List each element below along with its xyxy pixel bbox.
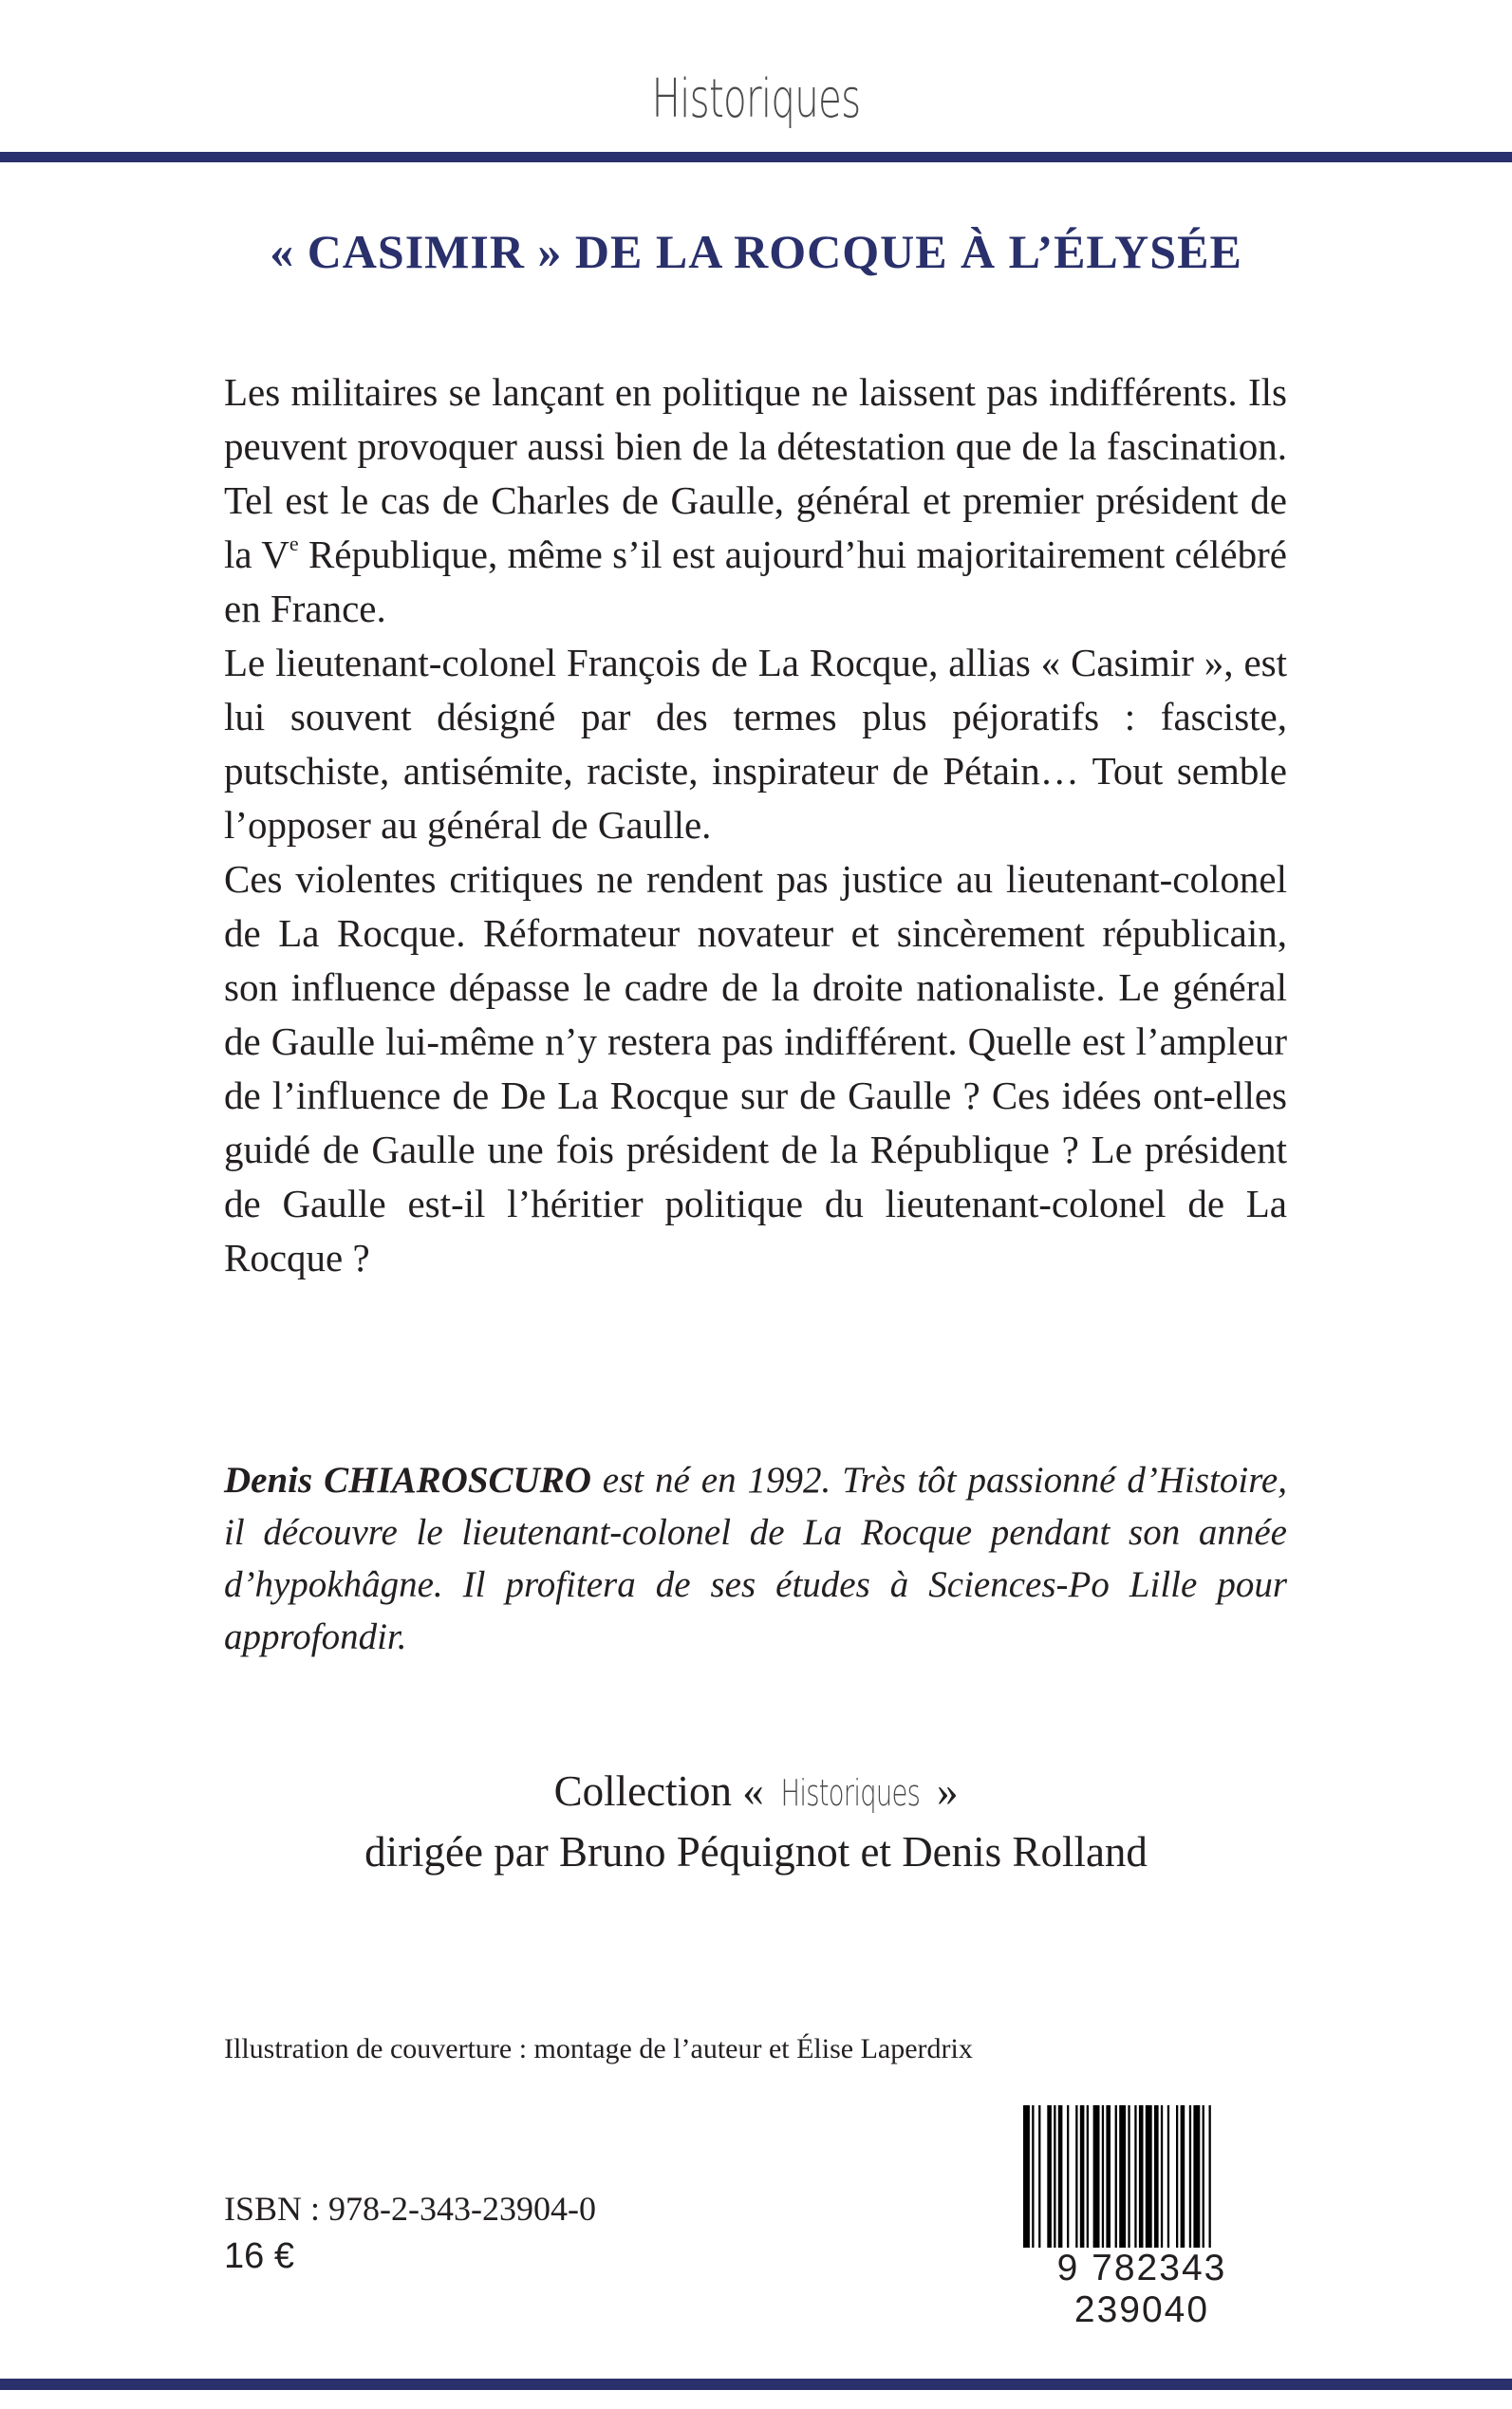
book-title: « CASIMIR » DE LA ROCQUE À L’ÉLYSÉE <box>270 225 1242 278</box>
author-bio <box>224 1454 1287 1663</box>
illustration-credit: Illustration de couverture : montage de l’auteur et Élise Laperdrix <box>224 2033 973 2064</box>
collection-line <box>0 1762 1512 1822</box>
back-cover-blurb <box>224 365 1287 1285</box>
top-rule <box>0 152 1512 162</box>
collection-info <box>0 1762 1512 1881</box>
author-bio-text: est né en 1992. Très tôt passionné d’Histoire, il découvre le lieutenant-colonel de La Rocque pendant son année d’hypokhâgne. Il profitera de ses études à Sciences-Po Lille pour approfondir. <box>224 1460 1287 1657</box>
superscript-e: e <box>289 532 299 555</box>
bottom-rule <box>0 2379 1512 2390</box>
blurb-paragraph-2: Le lieutenant-colonel François de La Rocque, allias « Casimir », est lui souvent désigné par des termes plus péjoratifs : fasciste, putschiste, antisémite, raciste, inspirateur de Pétain… Tout semble l’opposer au général de Gaulle. <box>224 641 1287 847</box>
isbn: ISBN : 978-2-343-23904-0 <box>224 2190 596 2228</box>
blurb-paragraph-3: Ces violentes critiques ne rendent pas justice au lieutenant-colonel de La Rocque. Réformateur novateur et sincèrement républicain, son influence dépasse le cadre de la droite nationaliste. Le général de Gaulle lui-même n’y restera pas indifférent. Quelle est l’ampleur de l’influence de De La Rocque sur de Gaulle ? Ces idées ont-elles guidé de Gaulle une fois président de la République ? Le président de Gaulle est-il l’héritier politique du lieutenant-colonel de La Rocque ? <box>224 857 1287 1279</box>
collection-prefix: Collection « <box>553 1767 764 1815</box>
collection-directors: dirigée par Bruno Péquignot et Denis Rolland <box>364 1828 1148 1876</box>
series-logo: Historiques <box>651 68 861 130</box>
price: 16 € <box>224 2236 294 2276</box>
blurb-paragraph-1 <box>224 365 1287 636</box>
blurb-p1-text: Les militaires se lançant en politique ne laissent pas indifférents. Ils peuvent provoquer aussi bien de la détestation que de la fascination. Tel est le cas de Charles de Gaulle, général et premier président de la V <box>224 370 1287 576</box>
barcode-digits: 9 782343 239040 <box>997 2248 1287 2331</box>
collection-suffix: » <box>936 1767 959 1815</box>
blurb-p1-text-end: République, même s’il est aujourd’hui majoritairement célébré en France. <box>224 532 1287 630</box>
barcode <box>997 2105 1287 2330</box>
collection-name: Historiques <box>780 1772 921 1814</box>
author-name: Denis CHIAROSCURO <box>224 1460 591 1501</box>
